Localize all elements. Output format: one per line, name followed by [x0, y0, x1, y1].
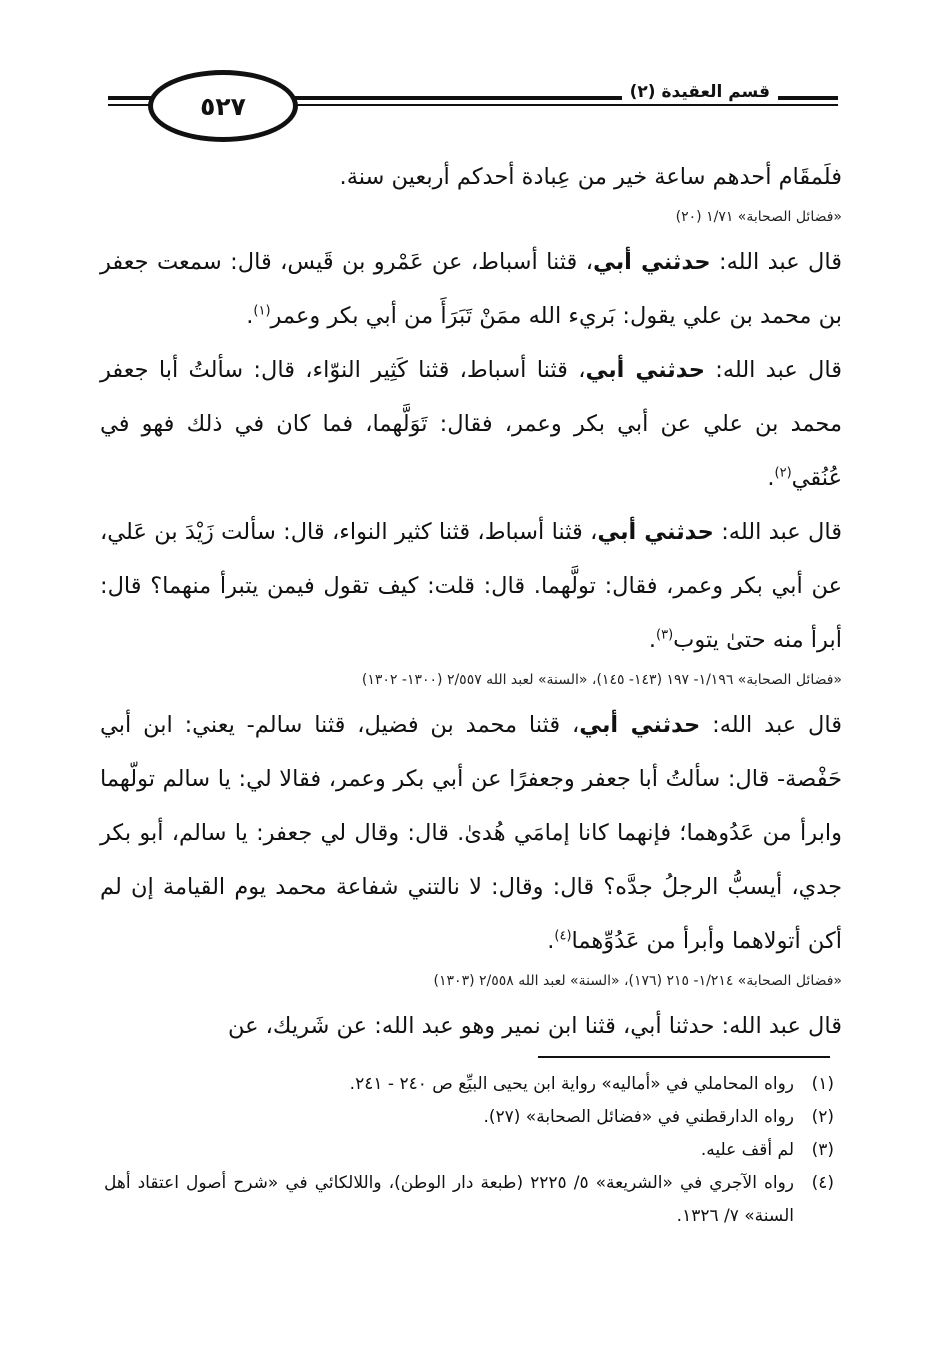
footnote-ref-3[interactable]: (٣): [656, 627, 674, 643]
footnote-text: رواه المحاملي في «أماليه» رواية ابن يحيى البيِّع ص ٢٤٠ - ٢٤١.: [349, 1074, 794, 1094]
footnote-ref-1[interactable]: (١): [253, 303, 271, 319]
paragraph-3-bold: حدثني أبي: [597, 519, 714, 545]
paragraph-3-intro: قال عبد الله:: [713, 519, 842, 545]
footnote-text: لم أقف عليه.: [700, 1140, 794, 1160]
footnote-separator: [538, 1056, 830, 1058]
paragraph-2-text: ، قثنا أسباط، قثنا كَثِير النوّاء، قال: سألتُ أبا جعفر محمد بن علي عن أبي بكر وعمر، فقال: تَوَلَّهما، فما كان في ذلك فهو في عُنُقي: [100, 357, 842, 491]
source-citation-3: «فضائل الصحابة» ١/١٩٦- ١٩٧ (١٤٣- ١٤٥)، «السنة» لعبد الله ٢/٥٥٧ (١٣٠٠- ١٣٠٢): [361, 672, 842, 688]
footnote-number: (٣): [811, 1140, 834, 1160]
paragraph-3-end: .: [648, 627, 656, 653]
page-number: ٥٢٧: [200, 91, 246, 121]
paragraph-3-text: ، قثنا أسباط، قثنا كثير النواء، قال: سألت زَيْدَ بن عَلي، عن أبي بكر وعمر، فقال: تولَّهما. قال: قلت: كيف تقول فيمن يتبرأ منهما؟ قال: أبرأ منه حتىٰ يتوب: [100, 519, 842, 653]
footnote-1: [104, 1068, 834, 1101]
paragraph-1-bold: حدثني أبي: [592, 249, 711, 275]
paragraph-4-intro: قال عبد الله:: [700, 712, 842, 738]
paragraph-3: [100, 505, 842, 667]
footnote-3: [104, 1134, 834, 1167]
paragraph-1: [100, 235, 842, 343]
paragraph-2-intro: قال عبد الله:: [704, 357, 842, 383]
footnote-2: [104, 1101, 834, 1134]
paragraph-4-end: .: [547, 928, 555, 954]
paragraph-5: قال عبد الله: حدثنا أبي، قثنا ابن نمير وهو عبد الله: عن شَريك، عن: [227, 1013, 842, 1039]
paragraph-0: فلَمقَام أحدهم ساعة خير من عِبادة أحدكم أربعين سنة.: [339, 164, 842, 190]
page-number-oval: [148, 70, 298, 142]
paragraph-1-intro: قال عبد الله:: [710, 249, 842, 275]
footnote-ref-2[interactable]: (٢): [774, 465, 792, 481]
source-citation-4: «فضائل الصحابة» ١/٢١٤- ٢١٥ (١٧٦)، «السنة» لعبد الله ٢/٥٥٨ (١٣٠٣): [433, 973, 842, 989]
footnote-text: رواه الدارقطني في «فضائل الصحابة» (٢٧).: [483, 1107, 794, 1127]
paragraph-4-text: ، قثنا محمد بن فضيل، قثنا سالم- يعني: ابن أبي حَفْصة- قال: سألتُ أبا جعفر وجعفرًا عن أبي بكر وعمر، فقالا لي: يا سالم تولّهما وابرأ من عَدُوهما؛ فإنهما كانا إمامَي هُدىٰ. قال: وقال لي جعفر: يا سالم، أبو بكر جدي، أيسبُّ الرجلُ جدَّه؟ قال: وقال: لا نالتني شفاعة محمد يوم القيامة إن لم أكن أتولاهما وأبرأ من عَدُوِّهما: [100, 712, 842, 954]
paragraph-2-bold: حدثني أبي: [585, 357, 705, 383]
paragraph-4-bold: حدثني أبي: [579, 712, 701, 738]
footnote-4: [104, 1167, 834, 1233]
footnote-number: (١): [811, 1074, 834, 1094]
footnotes: [104, 1068, 834, 1233]
source-citation-0: «فضائل الصحابة» ١/٧١ (٢٠): [675, 209, 842, 225]
footnote-number: (٤): [811, 1173, 834, 1193]
header-rule-right-bottom: [293, 104, 838, 106]
header-rule-left-bottom: [108, 104, 153, 106]
paragraph-2-end: .: [767, 465, 775, 491]
paragraph-1-end: .: [246, 303, 254, 329]
paragraph-2: [100, 343, 842, 505]
running-title: قسم العقيدة (٢): [622, 82, 778, 102]
paragraph-1-text: ، قثنا أسباط، عن عَمْرو بن قَيس، قال: سمعت جعفر بن محمد بن علي يقول: بَريء الله ممَنْ تَبَرَأَ من أبي بكر وعمر: [100, 249, 842, 329]
paragraph-4: [100, 698, 842, 968]
footnote-number: (٢): [811, 1107, 834, 1127]
header-rule-left-top: [108, 96, 153, 100]
footnote-text: رواه الآجري في «الشريعة» ٥/ ٢٢٢٥ (طبعة دار الوطن)، واللالكائي في «شرح أصول اعتقاد أهل السنة» ٧/ ١٣٢٦.: [104, 1173, 795, 1226]
footnote-ref-4[interactable]: (٤): [554, 928, 572, 944]
page-header: [108, 58, 838, 148]
main-text: [100, 150, 842, 1053]
